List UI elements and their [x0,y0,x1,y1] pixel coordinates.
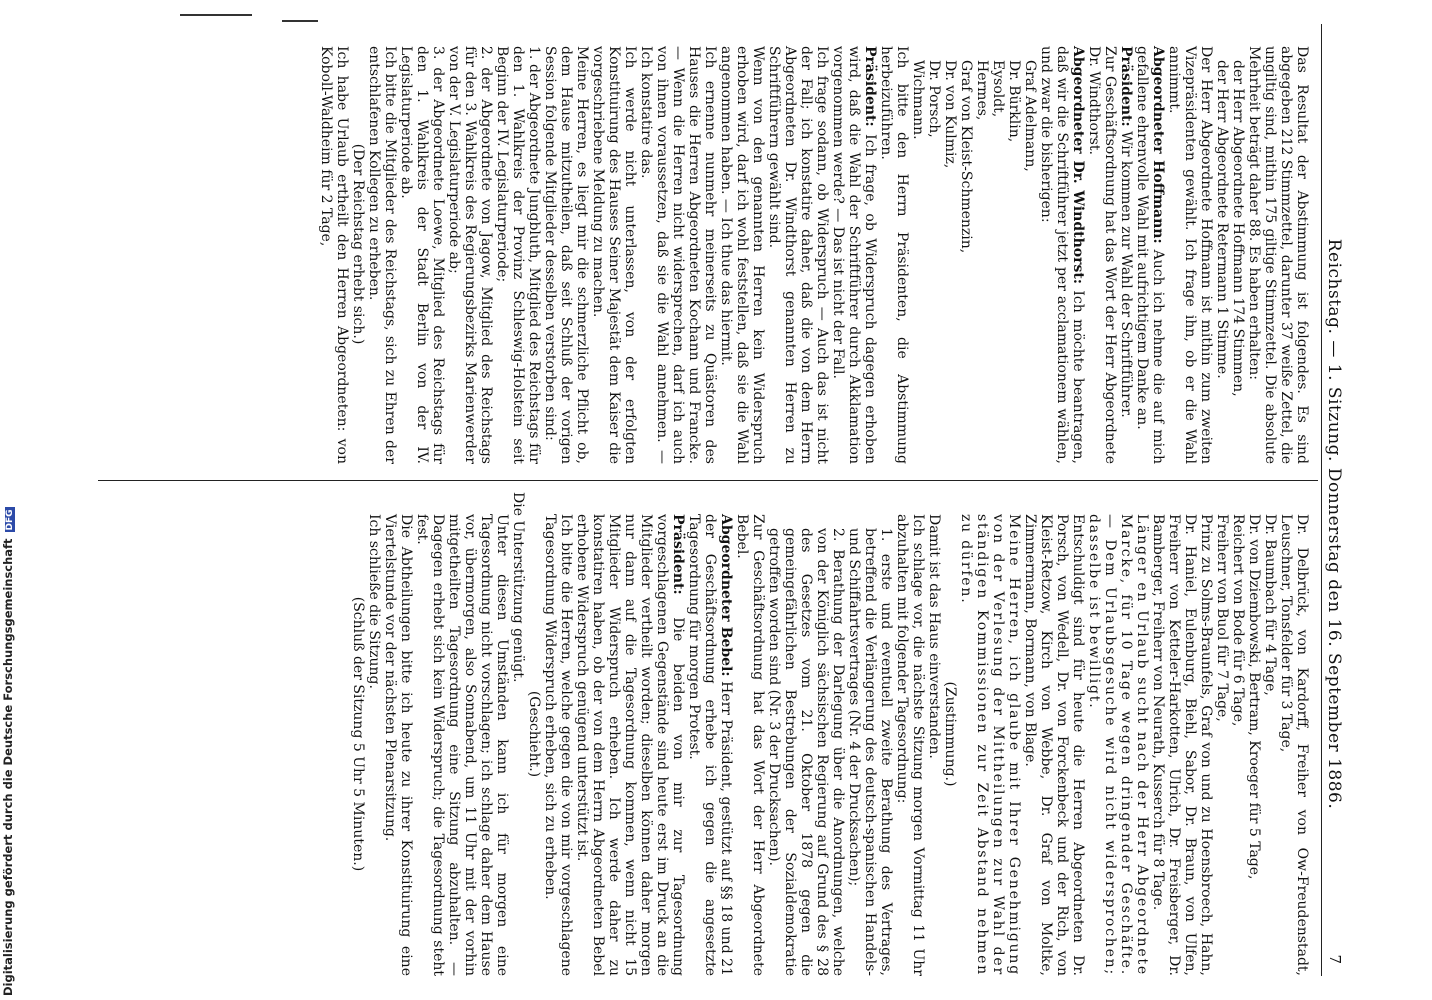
stage-direction: (Zustimmung.) [942,681,958,787]
list-item: 2. Berathung der Darlegung über die Anordnungen, welche von der Königlich sächsischen Regierung auf Grund des § 28 des Gesetzes vom 21. Oktober 1878 gegen die gemeingefährlichen Bestrebungen der Sozialdemokratie getroffen worden sind (Nr. 3 der Drucksachen). [766,528,846,976]
paragraph: Dr. Baumbach für 4 Tage, [1262,514,1278,696]
paragraph: Abgeordneter Hoffmann: Auch ich nehme die auf mich gefallene ehrenvolle Wahl mit aufrichtigem Danke an. [1134,46,1166,464]
list-item: 1. der Abgeordnete Jungbluth, Mitglied des Reichstags für den 1. Wahlkreis der Provinz Schleswig-Holstein seit Beginn der IV. Legislaturperiode; [494,46,542,464]
scan-mark-top [180,14,252,16]
speaker-name: Abgeordneter Dr. Windthorst: [1070,46,1086,285]
paragraph: Präsident: Wir kommen zur Wahl der Schriftführer. [1118,46,1134,418]
paragraph: Das Resultat der Abstimmung ist folgendes. Es sind abgegeben 212 Stimmzettel, darunter 37 weiße Zettel, die ungiltig sind, mithin 175 giltige Stimmzettel. Die absolute Mehrheit beträgt daher 88. Es haben erhalten: [1246,46,1310,464]
paragraph: Ich bitte die Mitglieder des Reichstags, sich zu Ehren der entschlafenen Kollegen zu erheben. [366,46,398,464]
column-divider [98,480,1318,481]
paragraph: Ich bitte den Herrn Präsidenten, die Abstimmung herbeizuführen. [878,46,910,464]
paragraph: Ich schlage vor, die nächste Sitzung morgen Vormittag 11 Uhr abzuhalten mit folgender Tagesordnung: [894,514,926,976]
paragraph: Abgeordneter Bebel: Herr Präsident, gestützt auf §§ 18 und 21 der Geschäftsordnung erhebe ich gegen die angesetzte Tagesordnung für morgen Protest. [686,514,734,976]
name-item: Hermes, [974,60,990,121]
dfg-logo: DFG [5,509,15,531]
paragraph: Die Unterstützung genügt. [510,492,526,683]
list-item: 3. der Abgeordnete Loewe, Mitglied des Reichstags für den 1. Wahlkreis der Stadt Berlin von der IV. Legislaturperiode ab. [398,46,446,464]
paragraph: Zur Geschäftsordnung hat das Wort der Herr Abgeordnete Bebel. [734,514,766,976]
stage-direction: (Schluß der Sitzung 5 Uhr 5 Minuten.) [350,596,366,872]
paragraph: Entschuldigt sind für heute die Herren Abgeordneten Dr. Porsch, von Wedell, Dr. von Forckenbeck und der Rich, von Kleist-Retzow, Kirch von Webbe, Dr. Graf von Moltke, Zimmermann, Bormann, von Blage. [1022,514,1086,976]
name-item: Dr. von Kulmiz, [942,60,958,169]
paragraph: Präsident: Ich frage, ob Widerspruch dagegen erhoben wird, daß die Wahl der Schriftführer durch Akklamation vorgenommen werde? — Das ist nicht der Fall. [830,46,878,465]
paragraph: Freiherr von Buol für 7 Tage, [1214,514,1230,722]
page-number: 7 [1326,954,1344,964]
paragraph: der Herr Abgeordnete Retermann 1 Stimme. [1214,60,1230,379]
paragraph: Ich werde nicht unterlassen, von der erfolgten Konstituirung des Hauses Seiner Majestät dem Kaiser die vorgeschriebene Meldung zu machen. [590,46,638,464]
paragraph: Meine Herren, es liegt mir die schmerzliche Pflicht ob, dem Hause mitzutheilen, daß seit Schluß der vorigen Session folgende Mitglieder desselben verstorben sind: [542,46,590,464]
name-item: Dr. Bürklin, [1006,60,1022,143]
paragraph: Wenn von den genannten Herren kein Widerspruch erhoben wird, darf ich wohl feststellen, daß sie die Wahl angenommen haben. — Ich thue das hiermit. [718,46,766,464]
paragraph: Ich ernenne nunmehr meinerseits zu Quästoren des Hauses die Herren Abgeordneten Kochann und Francke. — Wenn die Herren nicht widersprechen, darf ich auch von ihnen voraussetzen, daß sie die Wahl annehmen. — Ich konstatire das. [638,46,718,464]
footer-credit [0,0,20,1000]
name-item: Dr. Porsch, [926,60,942,138]
stage-direction: (Geschieht.) [526,690,542,778]
paragraph: Meine Herren, ich glaube mit Ihrer Genehmigung von der Verlesung der Mittheilungen zur Wahl der ständigen Kommissionen zur Zeit Abstand nehmen zu dürfen. [958,514,1022,976]
paragraph: Dr. Delbrück, von Kardorff, Freiher von Ow-Freudenstadt, Leuschner, Tonsfelder für 3 Tage, [1278,514,1310,976]
footer-text: Digitalisierung gefördert durch die Deutsche Forschungsgemeinschaft [1,538,15,996]
paragraph: Ich habe Urlaub ertheilt den Herren Abgeordneten: von Koboll-Waldheim für 2 Tage, [318,46,350,464]
name-item: Eysoldt, [990,60,1006,118]
paragraph: Ich bitte die Herren, welche gegen die von mir vorgeschlagene Tagesordnung Widerspruch erheben, sich zu erheben. [542,514,574,976]
text-column-left [318,24,1310,464]
paragraph: Länger en Urlaub sucht nach der Herr Abgeordnete Marcke, für 10 Tage wegen dringender Geschäfte. — Dem Urlaubsgesuche wird nicht widersprochen; dasselbe ist bewilligt. [1086,514,1150,976]
page-title: Reichstag. — 1. Sitzung. Donnerstag den 16. September 1886. [1324,238,1344,810]
paragraph: Der Herr Abgeordnete Hoffmann ist mithin zum zweiten Vizepräsidenten gewählt. Ich frage ihn, ob er die Wahl annimmt. [1166,46,1214,464]
list-item: 2. der Abgeordnete von Jagow, Mitglied des Reichstags für den 3. Wahlkreis des Regierungsbezirks Marienwerder von der V. Legislaturperiode ab; [446,46,494,464]
paragraph: Präsident: Die beiden von mir zur Tagesordnung vorgeschlagenen Gegenstände sind heute erst im Druck an die Mitglieder vertheilt worden; dieselben können daher morgen nur dann auf die Tagesordnung kommen, wenn nicht 15 Mitglieder Widerspruch erheben. Ich werde daher zu konstatiren haben, ob der von dem Herrn Abgeordneten Bebel erhobene Widerspruch genügend unterstützt ist. [574,514,686,976]
speaker-name: Abgeordneter Bebel: [718,514,734,677]
speaker-name: Präsident: [862,46,878,127]
name-item: Graf von Kleist-Schmenzin, [958,60,974,254]
paragraph: Ich schließe die Sitzung. [366,514,382,689]
paragraph: Abgeordneter Dr. Windthorst: Ich möchte beantragen, daß wir die Schriftführer jetzt per acclamationem wählen, und zwar die bisherigen: [1038,46,1086,464]
name-item: Graf Adelmann, [1022,60,1038,172]
speaker-name: Präsident: [1118,46,1134,127]
paragraph: Dr. von Dziembowski, Bertram, Kroeger für 5 Tage, [1246,514,1262,880]
paragraph: Damit ist das Haus einverstanden. [926,514,942,759]
paragraph: Die Abtheilungen bitte ich heute zu ihrer Konstituirung eine Viertelstunde vor der nächsten Plenarsitzung. [382,514,414,976]
list-item: 1. erste und eventuell zweite Berathung des Vertrages, betreffend die Verlängerung des deutsch-spanischen Handels- und Schiffahrtsvertrages (Nr. 4 der Drucksachen); [846,528,894,976]
text-column-right [350,492,1310,976]
paragraph: Reichert von Bode für 6 Tage, [1230,514,1246,727]
paragraph: Prinz zu Solms-Braunfels, Graf von und zu Hoensbroech, Hahn, Dr. Haniel, Eulenburg, Biehl, Sabor, Dr. Braun, von Ulfen, Freiherr von Ketteler-Harkotten, Ulrich, Dr. Freisberger, Dr. Bamberger, Freiherr von Neurath, Kusserch für 8 Tage. [1150,514,1214,976]
speaker-name: Abgeordneter Hoffmann: [1150,46,1166,244]
header-rule [1321,24,1322,976]
paragraph: Zur Geschäftsordnung hat das Wort der Herr Abgeordnete Dr. Windthorst. [1086,46,1118,464]
name-item: Wichmann. [910,60,926,140]
stage-direction: (Der Reichstag erhebt sich.) [350,143,366,345]
paragraph: Ich frage sodann, ob Widerspruch — Auch das ist nicht der Fall; ich konstatire daher, daß die von dem Herrn Abgeordneten Dr. Windthorst genannten Herren zu Schriftführern gewählt sind. [766,46,830,464]
paragraph: der Herr Abgeordnete Hoffmann 174 Stimmen, [1230,60,1246,397]
page-content [72,24,1344,976]
paragraph: Unter diesen Umständen kann ich für morgen eine Tagesordnung nicht vorschlagen; ich schlage daher dem Hause vor, übermorgen, also Sonnabend, um 11 Uhr mit der vorhin mitgetheilten Tagesordnung eine Sitzung abzuhalten. — Dagegen erhebt sich kein Widerspruch; die Tagesordnung steht fest. [414,514,510,976]
scan-mark-top-2 [282,20,318,22]
speaker-name: Präsident: [670,514,686,595]
